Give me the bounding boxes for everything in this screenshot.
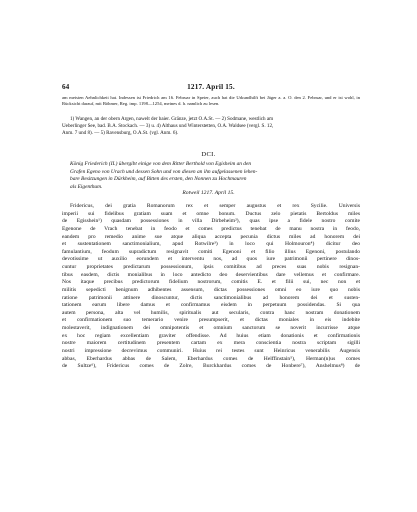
charter-line: ratione patrimonii attinere dinoscuntur, dictis sanctimonialibus ad honorem dei et susten- <box>62 294 360 301</box>
running-head <box>62 83 360 93</box>
charter-line: devotissime ut auxilio eorundem et interventu nos, ad quos iure patrimonii pertinere dinos- <box>62 256 360 263</box>
charter-line: autem persona, alta vel humilis, spiritualis aut secularis, contra hanc nostram donationem <box>62 309 360 316</box>
charter-line: cuntur proprietates predictarum possessionum, ipsis comitibus ad preces suas nobis resignan- <box>62 264 360 270</box>
footnote-line: 1) Wangen, an der obern Argen, nawelt der baier. Gränze, jetzt O.A.St. — 2) Sodmane, westlich am <box>70 116 274 122</box>
charter-line: imperii sui fidelibus gratiam suam et omne bonum. Ductus zelo pietatis Bertoldus miles <box>62 210 360 217</box>
charter-line: Nos itaque precibus predictorum fidelium nostrorum, comitis E. et filii sui, nec non et <box>62 279 360 286</box>
charter-line: de Egisshein¹) quasdam possessiones in villa Dirbeheim²), quas ipse a fidele nostro comite <box>62 218 360 225</box>
charter-line: ex hoc regiam excellentiam graviter offendisse. Ad huius etiam donationis et confirmationis <box>62 332 360 339</box>
charter-line: abbas, Eberhardus abbas de Salem, Eberhardus comes de Helffinstain⁵), Herman(n)us comes <box>62 355 360 362</box>
charter-text <box>62 203 360 371</box>
footnote-line: Anm. 7 und 8). — 5) Ravensburg, O.A.St. (vgl. Anm. 6). <box>62 130 179 136</box>
footnote-line: Ueberlinger See, bad. B.A. Stockach. — 3) u. 4) Althaus und Winterstetten, O.A. Waldsee (vergl. S. 12, <box>62 123 274 129</box>
charter-line: nostre maiorem certitudinem presentem cartam ex mera conscientia nostra scriptam sigilli <box>62 340 360 347</box>
charter-line: nostri impressione decrevimus communiri. Huius rei testes sunt Heinricus venerabilis Augensis <box>62 347 360 354</box>
place-and-date: Rotweil 1217. April 15. <box>182 190 235 196</box>
charter-line: Fridericus, dei gratia Romanorum rex et semper augustus et rex Sycilie. Universis <box>70 203 360 209</box>
charter-line: eandem pro remedio anime sue atque aliqua accepta pecunia dictus miles ad honorem dei <box>62 233 360 240</box>
charter-line: famulantium, feodum supradictum resignavit comiti Egenoni et filio illius Egenoni, postulando <box>62 248 360 255</box>
regest-line: als Eigenthum. <box>70 183 103 190</box>
document-regest <box>62 161 360 191</box>
charter-line: et confirmationem suo temerario venire presumpserit, et dictas moniales in eis indebite <box>62 317 360 324</box>
regest-line: König Friederich (II.) übergibt einige von dem Ritter Berthold von Egisheim an den <box>70 161 252 167</box>
charter-line: tationem earum libere damus et confirmamus eisdem in perpetuum possidendas. Si qua <box>62 302 360 309</box>
regest-line: bare Besitzungen in Dürkheim, auf Bitten des ersten, den Nonnen zu Hochmauren <box>70 176 247 183</box>
charter-line: militis sepedicti benignum adhibentes assensum, dictas possessiones omni eo iure quo nobis <box>62 286 360 293</box>
charter-line: tibus easdem, dictis monialibus in loco antedicto deo deservientibus dare vellemus et confirmare. <box>62 271 360 278</box>
footnotes <box>62 116 360 137</box>
charter-line: Egenone de Vrach tenebat in feodo et comes predictus tenebat de manu nostra in feodo, <box>62 225 360 232</box>
document-number: DCI. <box>201 151 216 158</box>
charter-line: et sustentationem sanctimonialium, apud Rotwilre³) in loco qui Holmouron⁴) dicitur deo <box>62 241 360 248</box>
regest-line: Grafen Egeno von Urach und dessen Sohn und von diesen an ihn aufgelassenen lehen- <box>70 168 258 175</box>
charter-line: molestaverit, indignationem dei omnipotentis et omnium sanctorum se noverit incurrisse atque <box>62 325 360 331</box>
page-number: 64 <box>62 83 70 91</box>
charter-line: de Sultze⁶), Fridericus comes de Zolre, Burckhardus comes de Honbere⁷), Anshelmus⁸) de <box>62 363 360 370</box>
running-date: 1217. April 15. <box>187 83 235 91</box>
previous-footnote-continuation <box>62 95 360 107</box>
previous-note-text: am meisten Aehnlichkeit hat. Indessen ist Friedrich am 16. Februar in Speier, auch hat die Urkundhilft bei Jäger a. a. O. den 2. Februar, und er ist wohl, in Rücksicht darauf, mit Böhmer, Reg. imp. 1198—1254, meines d. h. namlich zu lesen. <box>62 95 360 107</box>
